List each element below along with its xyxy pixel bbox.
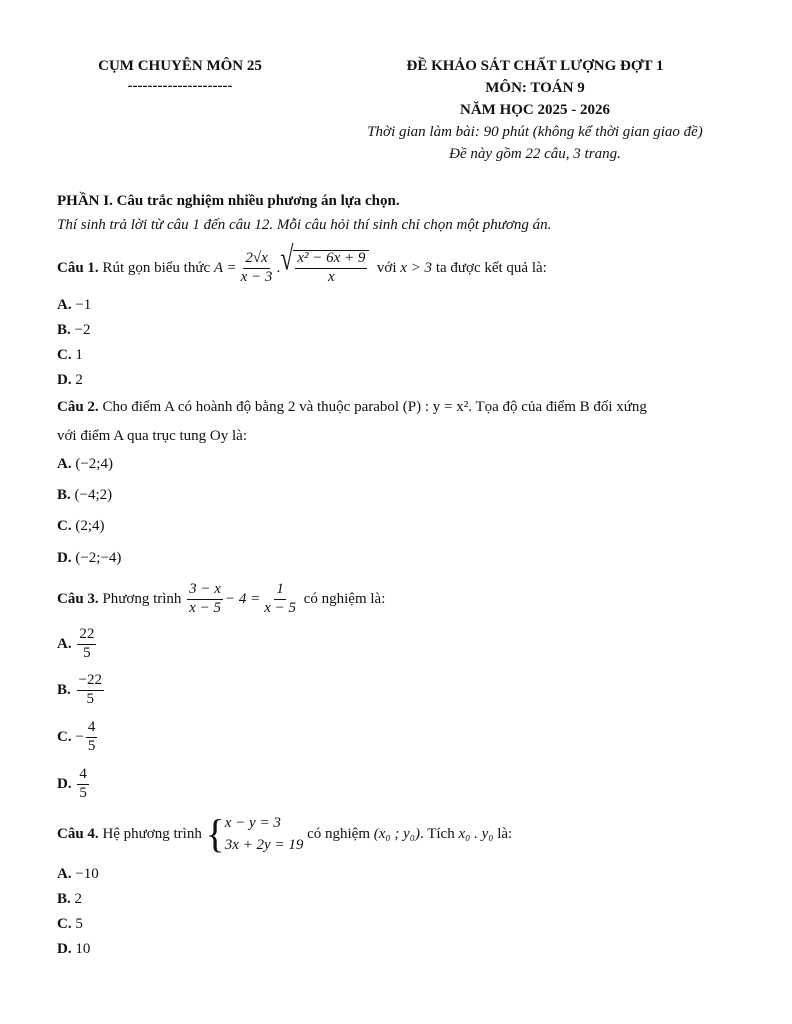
exam-title: ĐỀ KHẢO SÁT CHẤT LƯỢNG ĐỢT 1 — [406, 58, 664, 74]
option-c: C. 5 — [57, 916, 83, 932]
section-instruction: Thí sinh trả lời từ câu 1 đến câu 12. Mỗi câu hỏi thí sinh chỉ chọn một phương án. — [57, 217, 552, 233]
option-b: B. (−4;2) — [57, 487, 113, 503]
question-label: Câu 3. — [57, 590, 99, 607]
question-label: Câu 1. — [57, 259, 99, 276]
equation-system: x − y = 3 3x + 2y = 19 — [224, 814, 304, 853]
option-d: D. $\frac{4}{5}$ — [57, 765, 87, 801]
left-org: CỤM CHUYÊN MÔN 25 — [98, 58, 262, 74]
exam-year: NĂM HỌC 2025 - 2026 — [460, 102, 610, 118]
exam-subject: MÔN: TOÁN 9 — [485, 80, 585, 96]
fraction: $\frac{1}{x - 5}$ — [264, 580, 296, 616]
option-a: A. −10 — [57, 866, 99, 882]
option-b: B. $\frac{-22}{5}$ — [57, 671, 102, 707]
question-3: Câu 3. Phương trình $\frac{3 - x}{x - 5}$ − 4 = $\frac{1}{x - 5}$ có nghiệm là: — [57, 580, 386, 616]
left-rule: --------------------- — [127, 78, 233, 94]
question-text: Cho điểm A có hoành độ bằng 2 và thuộc parabol (P) : y = x². Tọa độ của điểm B đối xứng — [102, 399, 647, 415]
question-4: Câu 4. Hệ phương trình { x − y = 3 3x + 2y = 19 có nghiệm (x₀ ; y₀) . Tích x₀ . y₀ là: — [57, 811, 513, 856]
option-c: C. − $\frac{4}{5}$ — [57, 718, 96, 754]
exam-time: Thời gian làm bài: 90 phút (không kể thời gian giao đề) — [367, 124, 703, 140]
question-2-cont: với điểm A qua trục tung Oy là: — [57, 428, 247, 444]
option-d: D. (−2;−4) — [57, 550, 122, 566]
question-label: Câu 4. — [57, 825, 99, 842]
question-text: Phương trình — [102, 590, 182, 607]
option-b: B. 2 — [57, 891, 83, 907]
option-a: A. (−2;4) — [57, 456, 113, 472]
option-d: D. 2 — [57, 372, 83, 388]
expr-lhs: A = — [213, 259, 237, 276]
exam-info: Đề này gồm 22 câu, 3 trang. — [449, 146, 621, 162]
option-d: D. 10 — [57, 941, 91, 957]
question-1: Câu 1. Rút gọn biểu thức A = $\frac{2√x}{x - 3}$ . √ $\frac{\text{x² − 6x + 9}}{x}$ với x > 3 ta được kết quả là: — [57, 241, 547, 285]
system-brace: { — [205, 811, 225, 856]
option-b: B. −2 — [57, 322, 91, 338]
option-c: C. (2;4) — [57, 518, 105, 534]
question-text: Rút gọn biểu thức — [102, 259, 211, 276]
square-root: √ $\frac{\text{x² − 6x + 9}}{x}$ — [280, 250, 369, 286]
fraction: $\frac{2√x}{x - 3}$ — [240, 249, 273, 285]
fraction: $\frac{3 - x}{x - 5}$ — [189, 580, 221, 616]
question-label: Câu 2. — [57, 399, 99, 415]
option-a: A. $\frac{22}{5}$ — [57, 625, 95, 661]
question-2 — [57, 399, 647, 416]
question-text: Hệ phương trình — [102, 825, 202, 842]
option-c: C. 1 — [57, 347, 83, 363]
condition: x > 3 — [400, 259, 433, 276]
option-a: A. −1 — [57, 297, 92, 313]
section-title: PHẦN I. Câu trắc nghiệm nhiều phương án lựa chọn. — [57, 193, 400, 209]
